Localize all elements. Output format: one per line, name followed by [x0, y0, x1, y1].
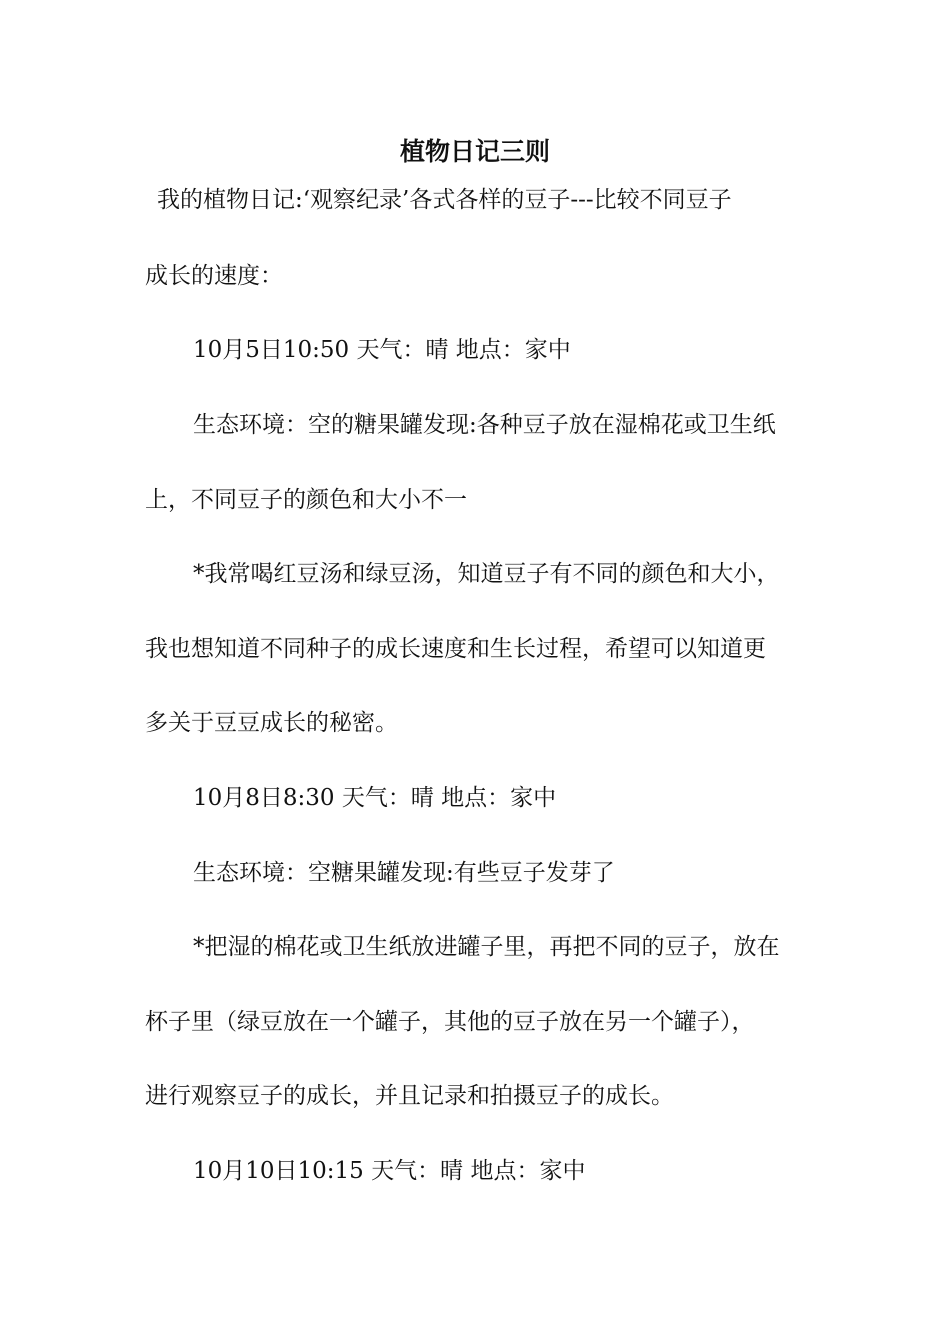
paragraph-line: 我也想知道不同种子的成长速度和生长过程，希望可以知道更 [145, 636, 766, 662]
paragraph-line: 多关于豆豆成长的秘密。 [145, 710, 398, 736]
paragraph-line: 成长的速度： [145, 263, 283, 289]
entry-header-line: 10月5日10:50 天气：晴 地点：家中 [193, 337, 571, 363]
paragraph-line: 杯子里（绿豆放在一个罐子，其他的豆子放在另一个罐子）， [145, 1009, 755, 1035]
paragraph-line: *把湿的棉花或卫生纸放进罐子里，再把不同的豆子，放在 [193, 934, 780, 960]
entry-header-line: 10月8日8:30 天气：晴 地点：家中 [193, 785, 557, 811]
paragraph-line: 生态环境：空的糖果罐发现:各种豆子放在湿棉花或卫生纸 [193, 412, 776, 438]
paragraph-line: *我常喝红豆汤和绿豆汤，知道豆子有不同的颜色和大小， [193, 561, 780, 587]
paragraph-line: 生态环境：空糖果罐发现:有些豆子发芽了 [193, 860, 615, 886]
paragraph-line: 我的植物日记:‘观察纪录’各式各样的豆子---比较不同豆子 [157, 187, 732, 213]
entry-header-line: 10月10日10:15 天气：晴 地点：家中 [193, 1158, 586, 1184]
paragraph-line: 上，不同豆子的颜色和大小不一 [145, 487, 467, 513]
paragraph-line: 进行观察豆子的成长，并且记录和拍摄豆子的成长。 [145, 1083, 674, 1109]
document-title: 植物日记三则 [399, 137, 550, 166]
